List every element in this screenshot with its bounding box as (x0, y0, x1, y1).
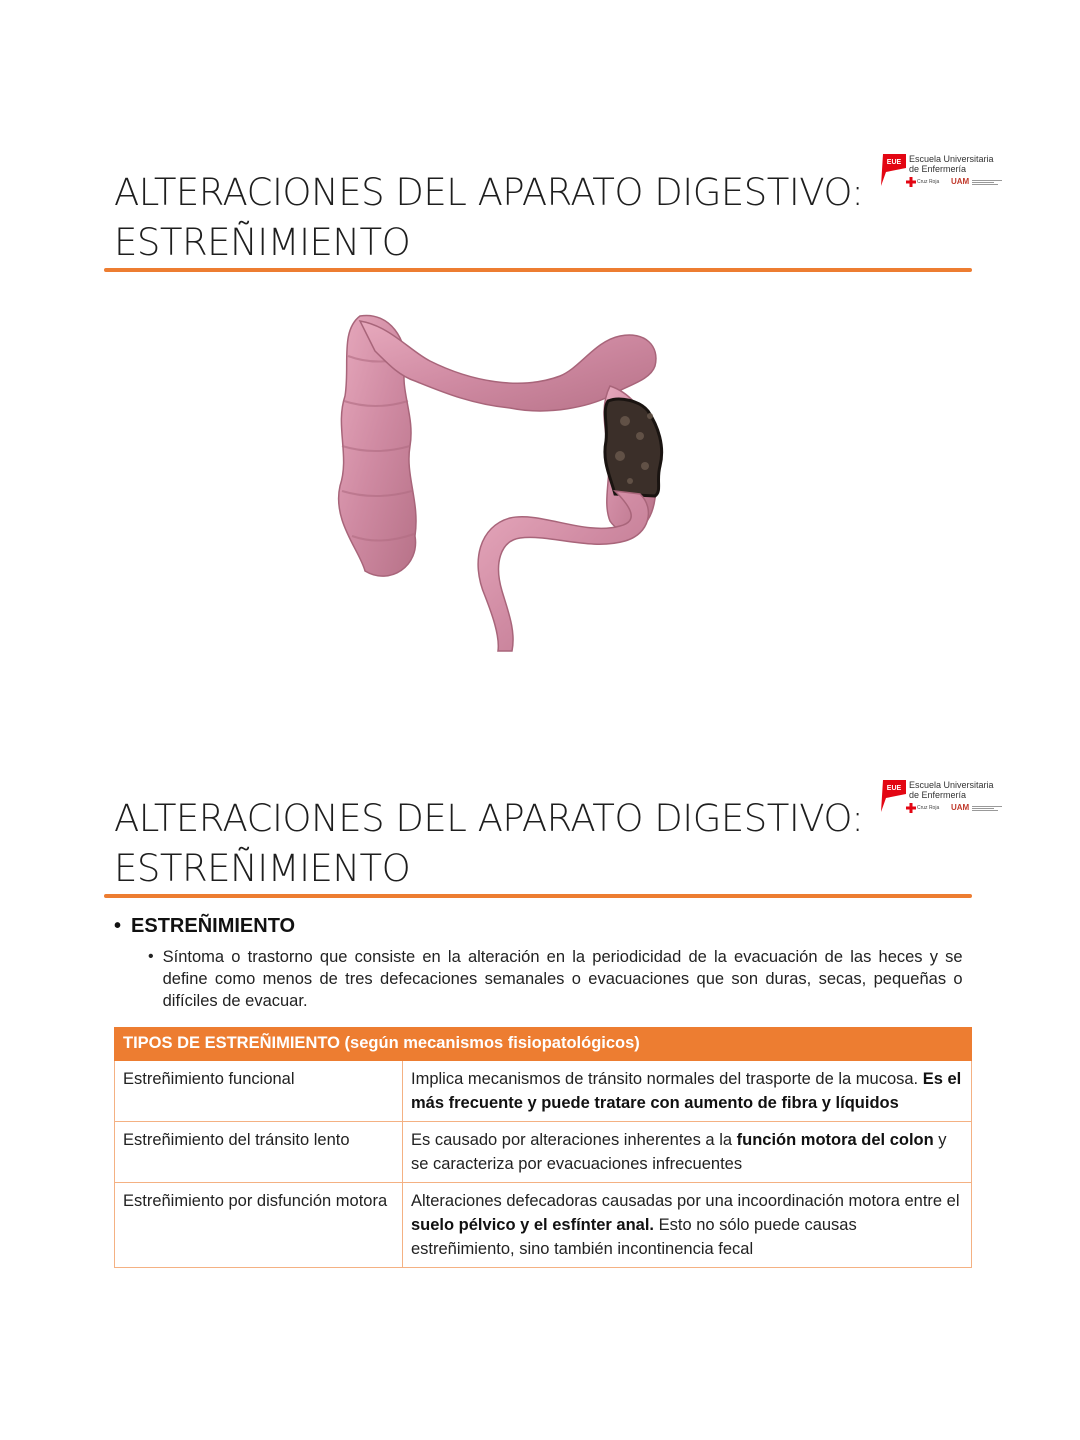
eue-flag-icon (880, 154, 906, 186)
title-line-2: ESTREÑIMIENTO (114, 847, 411, 890)
school-logo (880, 778, 1005, 818)
definition-text: Síntoma o trastorno que consiste en la alteración en la periodicidad de la evacuación de las heces y se define como menos de tres defecaciones semanales o evacuaciones que son duras, secas, pequeñas o difíciles de evacuar. (162, 948, 963, 1010)
bullet-list (114, 915, 974, 1012)
eue-flag-icon (880, 780, 906, 812)
logo-sub-1: Cruz Roja (917, 805, 940, 811)
table-header: TIPOS DE ESTREÑIMIENTO (según mecanismos fisiopatológicos) (115, 1028, 972, 1061)
type-cell: Estreñimiento del tránsito lento (115, 1122, 403, 1183)
svg-text:EUE: EUE (886, 159, 902, 166)
title-line-1: ALTERACIONES DEL APARATO DIGESTIVO: (114, 171, 864, 214)
logo-line-2: de Enfermería (909, 164, 967, 174)
table-row (115, 1122, 972, 1183)
bullet-heading-text: ESTREÑIMIENTO (131, 915, 296, 937)
type-cell: Estreñimiento por disfunción motora (115, 1183, 403, 1268)
slide-title (114, 794, 894, 894)
school-logo (880, 152, 1005, 192)
sub-bullet (114, 946, 974, 1012)
uam-bars-icon (972, 806, 1002, 811)
logo-line-2: de Enfermería (909, 790, 967, 800)
title-underline (104, 268, 972, 272)
description-cell: Implica mecanismos de tránsito normales del trasporte de la mucosa. Es el más frecuente y puede tratare con aumento de fibra y líquidos (403, 1061, 972, 1122)
bullet-dot: • (114, 915, 122, 937)
table-row (115, 1061, 972, 1122)
colon-illustration (320, 296, 680, 666)
constipation-types-table (114, 1027, 972, 1268)
logo-sub-2: UAM (951, 177, 970, 186)
title-line-1: ALTERACIONES DEL APARATO DIGESTIVO: (114, 797, 864, 840)
bullet-dot: • (148, 948, 154, 965)
uam-bars-icon (972, 180, 1002, 185)
logo-sub-1: Cruz Roja (917, 179, 940, 185)
svg-text:EUE: EUE (886, 785, 902, 792)
description-cell: Es causado por alteraciones inherentes a la función motora del colon y se caracteriza por evacuaciones infrecuentes (403, 1122, 972, 1183)
logo-line-1: Escuela Universitaria (909, 780, 994, 790)
slide-2 (0, 720, 1080, 1440)
red-cross-icon (906, 177, 916, 187)
table-row (115, 1183, 972, 1268)
title-line-2: ESTREÑIMIENTO (114, 221, 411, 264)
bullet-heading (114, 915, 974, 938)
red-cross-icon (906, 803, 916, 813)
slide-title (114, 168, 894, 268)
description-cell: Alteraciones defecadoras causadas por una incoordinación motora entre el suelo pélvico y el esfínter anal. Esto no sólo puede causas estreñimiento, sino también incontinencia fecal (403, 1183, 972, 1268)
logo-line-1: Escuela Universitaria (909, 154, 994, 164)
type-cell: Estreñimiento funcional (115, 1061, 403, 1122)
table-header-row (115, 1028, 972, 1061)
title-underline (104, 894, 972, 898)
logo-sub-2: UAM (951, 803, 970, 812)
